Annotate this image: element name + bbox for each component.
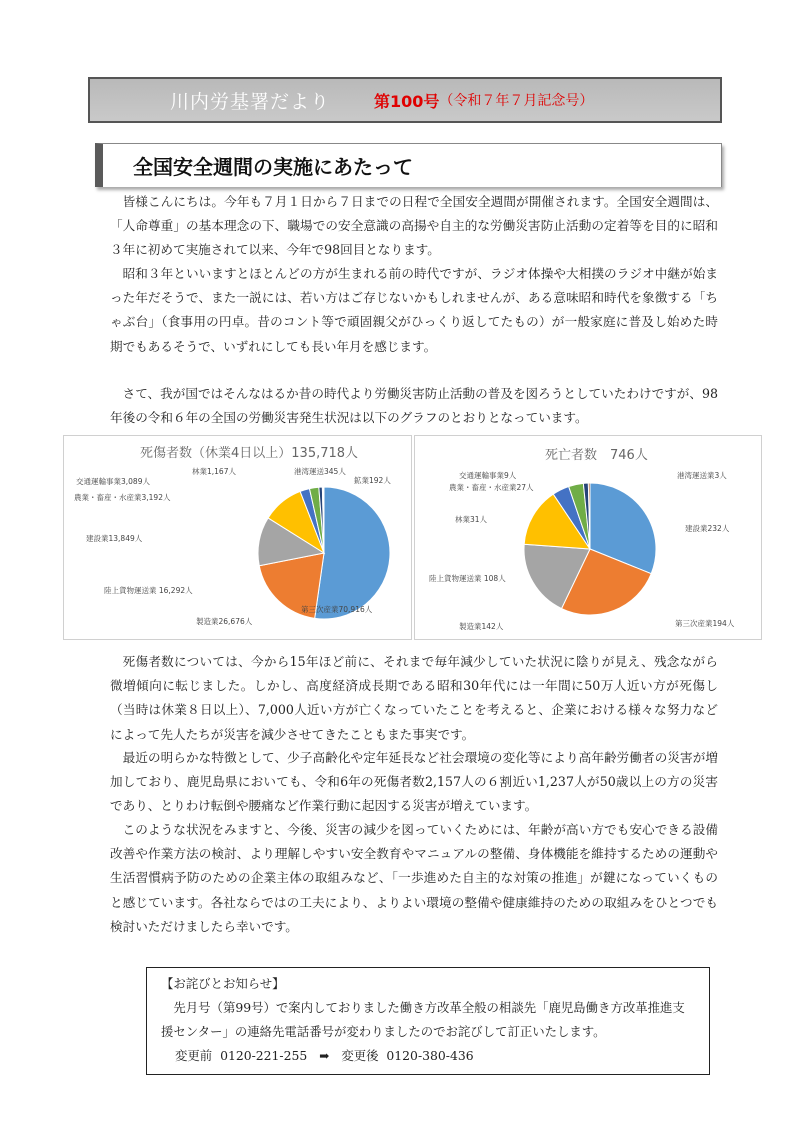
paragraph-measures: このような状況をみますと、今後、災害の減少を図っていくためには、年齢が高い方でも安心できる設備改善や作業方法の検討、より理解しやすい安全教育やマニュアルの整備、身体機能を維持するための運動や生活習慣病予防のための企業主体の取組みなど、「一歩進めた自主的な対策の推進」が鍵になっていくものと感じています。各社ならではの工夫により、よりよい環境の整備や健康維持のための取組みをひとつでも検討いただけましたら幸いです。 <box>110 822 718 934</box>
slice-label-8: 鉱業192人 <box>354 476 391 485</box>
newsletter-banner <box>88 77 722 123</box>
edition-label <box>439 90 593 110</box>
before-label: 変更前 <box>175 1048 213 1063</box>
fatality-pie-svg <box>415 436 763 641</box>
slice-label-6: 林業1,167人 <box>192 467 236 476</box>
slice-label-3: 建設業13,849人 <box>86 534 143 543</box>
slice-label-0: 建設業232人 <box>685 524 730 533</box>
slice-label-1: 製造業26,676人 <box>196 617 253 626</box>
paragraph-stats-intro: さて、我が国ではそんなはるか昔の時代より労働災害防止活動の普及を図ろうとしていたわけですが、98年後の令和６年の全国の労働災害発生状況は以下のグラフのとおりとなっています。 <box>110 386 718 426</box>
newsletter-title: 川内労基署だより <box>170 90 331 113</box>
edition-suffix: ） <box>579 93 594 109</box>
notice-title: 【お詫びとお知らせ】 <box>161 976 285 991</box>
edition-prefix: （令和７年７月 <box>439 93 538 109</box>
issue-number: 第100号 <box>374 91 440 111</box>
correction-notice <box>146 967 710 1075</box>
injury-pie-svg <box>64 436 413 641</box>
slice-label-0: 第三次産業70,916人 <box>301 605 373 614</box>
slice-label-3: 陸上貨物運送業 108人 <box>429 574 506 583</box>
slice-label-2: 製造業142人 <box>459 622 504 631</box>
chart-title: 死傷者数（休業4日以上）135,718人 <box>140 446 359 461</box>
slice-label-4: 農業・畜産・水産業3,192人 <box>74 493 171 502</box>
injury-pie-chart <box>63 435 412 640</box>
paragraph-trend: 死傷者数については、今から15年ほど前に、それまで毎年減少していた状況に陰りが見え、残念ながら微増傾向に転じました。しかし、高度経済成長期である昭和30年代には一年間に50万人近い方が死傷し（当時は休業８日以上）、7,000人近い方が亡くなっていたことを考えると、企業における様々な努力などによって先人たちが災害を減少させてきたこともまた事実です。 <box>110 654 718 742</box>
notice-body: 先月号（第99号）で案内しておりました働き方改革全般の相談先「鹿児島働き方改革推進支援センター」の連絡先電話番号が変わりましたのでお詫びして訂正いたします。 <box>161 1000 685 1039</box>
chart-title: 死亡者数 746人 <box>545 448 648 463</box>
paragraph-aging: 最近の明らかな特徴として、少子高齢化や定年延長など社会環境の変化等により高年齢労働者の災害が増加しており、鹿児島県においても、令和6年の死傷者数2,157人の６割近い1,237人が50歳以上の方の災害であり、とりわけ転倒や腰痛など作業行動に起因する災害が増えています。 <box>110 750 718 814</box>
slice-label-2: 陸上貨物運送業 16,292人 <box>104 586 193 595</box>
pie-slice-8 <box>323 487 324 553</box>
article-heading <box>95 143 722 187</box>
slice-label-7: 港湾運送業3人 <box>677 471 727 480</box>
edition-commemorative: 記念号 <box>537 93 580 109</box>
phone-change-row <box>161 1044 695 1068</box>
slice-label-4: 林業31人 <box>455 515 488 524</box>
fatality-pie-chart <box>414 435 762 640</box>
paragraph-history: 昭和３年といいますとほとんどの方が生まれる前の時代ですが、ラジオ体操や大相撲のラジオ中継が始まった年だそうで、また一説には、若い方はご存じないかもしれませんが、ある意味昭和時代を象徴する「ちゃぶ台」（食事用の円卓。昔のコント等で頑固親父がひっくり返してたもの）が一般家庭に普及し始めた時期でもあるそうで、いずれにしても長い年月を感じます。 <box>110 266 718 354</box>
article-title: 全国安全週間の実施にあたって <box>133 155 413 179</box>
slice-label-1: 第三次産業194人 <box>675 619 735 628</box>
slice-label-6: 交通運輸事業9人 <box>459 471 517 480</box>
paragraph-intro: 皆様こんにちは。今年も７月１日から７日までの日程で全国安全週間が開催されます。全国安全週間は、「人命尊重」の基本理念の下、職場での安全意識の高揚や自主的な労働災害防止活動の定着等を目的に昭和３年に初めて実施されて以来、今年で98回目となります。 <box>110 194 718 258</box>
before-number: 0120-221-255 <box>220 1048 308 1063</box>
slice-label-5: 農業・畜産・水産業27人 <box>449 483 534 492</box>
arrow-right-icon: ➡ <box>319 1049 330 1063</box>
slice-label-5: 交通運輸事業3,089人 <box>76 477 150 486</box>
pie-slice-0 <box>315 487 390 619</box>
after-label: 変更後 <box>341 1048 379 1063</box>
slice-label-7: 港湾運送345人 <box>294 467 346 476</box>
after-number: 0120-380-436 <box>386 1048 474 1063</box>
